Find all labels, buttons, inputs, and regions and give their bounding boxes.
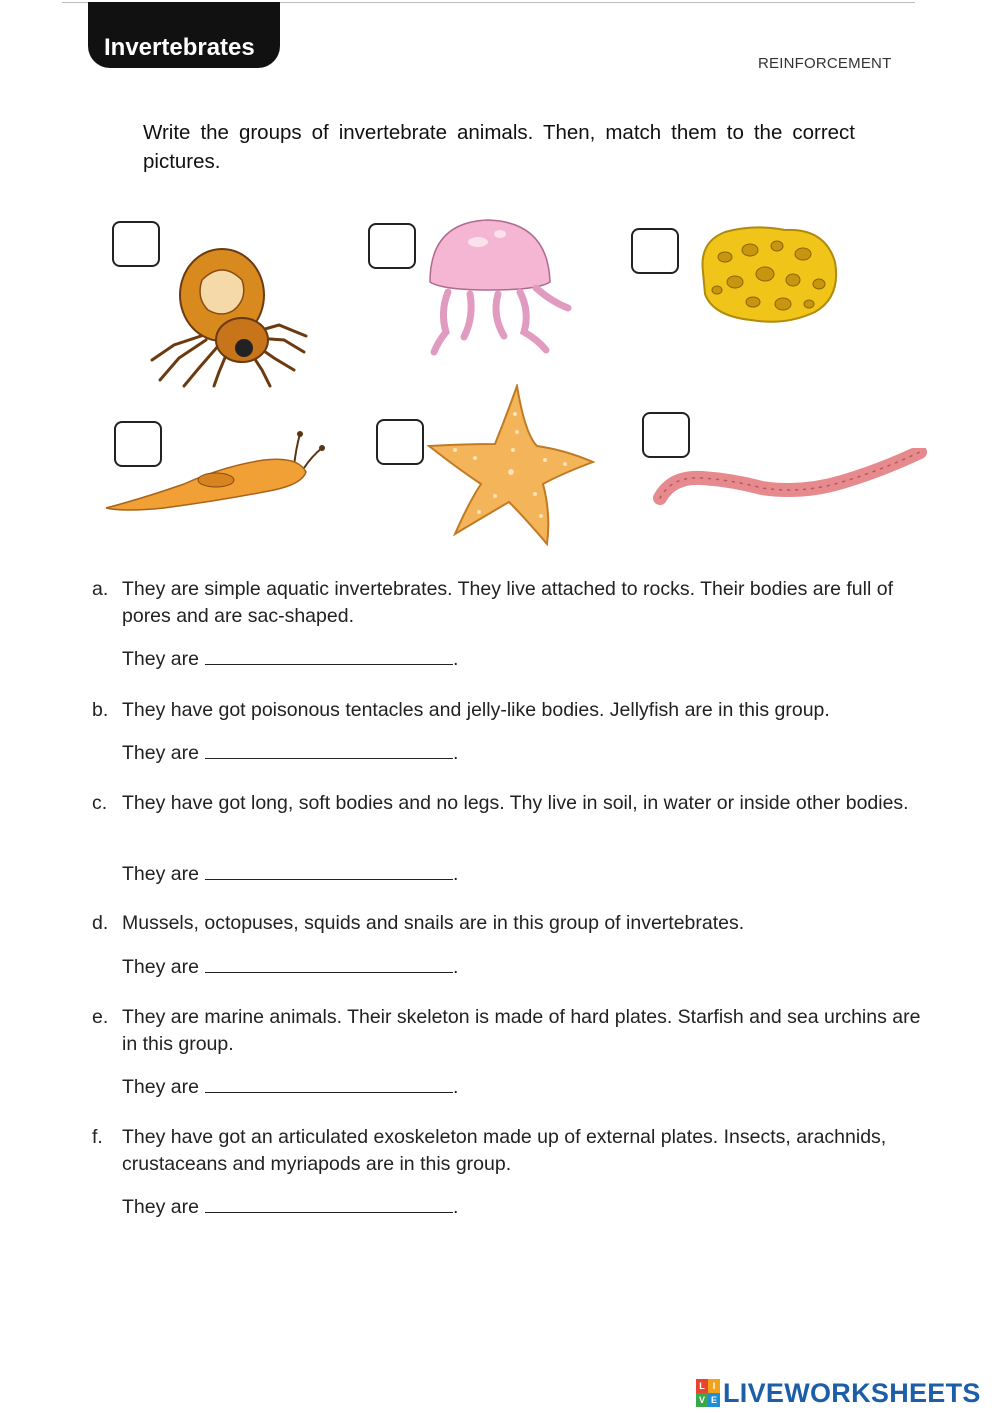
liveworksheets-logo-icon <box>696 1379 720 1407</box>
answer-label: They are <box>122 648 199 670</box>
jellyfish-icon <box>420 212 580 357</box>
answer-end: . <box>452 863 459 885</box>
section-label: REINFORCEMENT <box>758 55 892 72</box>
answer-c <box>122 861 458 888</box>
logo-letter: I <box>708 1379 720 1393</box>
question-letter: c. <box>92 792 108 814</box>
answer-blank-e[interactable] <box>205 1074 453 1093</box>
answer-d <box>122 954 458 981</box>
question-text: They have got poisonous tentacles and jelly-like bodies. Jellyfish are in this group. <box>122 699 830 721</box>
question-text: They have got an articulated exoskeleton made up of external plates. Insects, arachnids, crustaceans and myriapods are in this group. <box>122 1126 887 1175</box>
worm-icon <box>652 448 927 512</box>
answer-blank-d[interactable] <box>205 954 453 973</box>
question-e <box>92 1004 932 1058</box>
spider-icon <box>144 240 314 388</box>
answer-label: They are <box>122 1196 199 1218</box>
question-letter: e. <box>92 1006 109 1028</box>
answer-label: They are <box>122 956 199 978</box>
question-text: They are simple aquatic invertebrates. They live attached to rocks. Their bodies are full of pores and are sac-shaped. <box>122 578 894 627</box>
question-b <box>92 697 932 724</box>
answer-end: . <box>452 956 459 978</box>
answer-blank-c[interactable] <box>205 861 453 880</box>
answer-box-5[interactable] <box>376 419 424 465</box>
logo-letter: L <box>696 1379 708 1393</box>
logo-letter: V <box>696 1393 708 1407</box>
question-text: They have got long, soft bodies and no legs. Thy live in soil, in water or inside other bodies. <box>122 792 909 814</box>
question-letter: b. <box>92 699 109 721</box>
question-letter: a. <box>92 578 109 600</box>
answer-f <box>122 1194 458 1221</box>
answer-blank-b[interactable] <box>205 740 453 759</box>
worksheet-title: Invertebrates <box>88 2 280 68</box>
answer-e <box>122 1074 458 1101</box>
question-text: Mussels, octopuses, squids and snails are in this group of invertebrates. <box>122 912 745 934</box>
starfish-icon <box>425 384 595 546</box>
question-a <box>92 576 932 630</box>
answer-label: They are <box>122 1076 199 1098</box>
answer-b <box>122 740 458 767</box>
answer-label: They are <box>122 863 199 885</box>
question-letter: d. <box>92 912 109 934</box>
question-c <box>92 790 932 817</box>
answer-a <box>122 646 458 673</box>
logo-letter: E <box>708 1393 720 1407</box>
question-f <box>92 1124 932 1178</box>
question-letter: f. <box>92 1126 103 1148</box>
answer-end: . <box>452 1196 459 1218</box>
sponge-icon <box>695 222 843 327</box>
instructions: Write the groups of invertebrate animals. Then, match them to the correct pictures. <box>143 121 855 173</box>
brand-text: LIVEWORKSHEETS <box>723 1377 981 1408</box>
answer-blank-f[interactable] <box>205 1194 453 1213</box>
slug-icon <box>104 428 330 514</box>
answer-box-2[interactable] <box>368 223 416 269</box>
question-text: They are marine animals. Their skeleton is made of hard plates. Starfish and sea urchins are in this group. <box>122 1006 921 1055</box>
answer-label: They are <box>122 742 199 764</box>
answer-end: . <box>452 648 459 670</box>
answer-end: . <box>452 1076 459 1098</box>
question-d <box>92 910 932 937</box>
liveworksheets-brand[interactable] <box>696 1378 981 1408</box>
answer-box-3[interactable] <box>631 228 679 274</box>
answer-blank-a[interactable] <box>205 646 453 665</box>
answer-end: . <box>452 742 459 764</box>
